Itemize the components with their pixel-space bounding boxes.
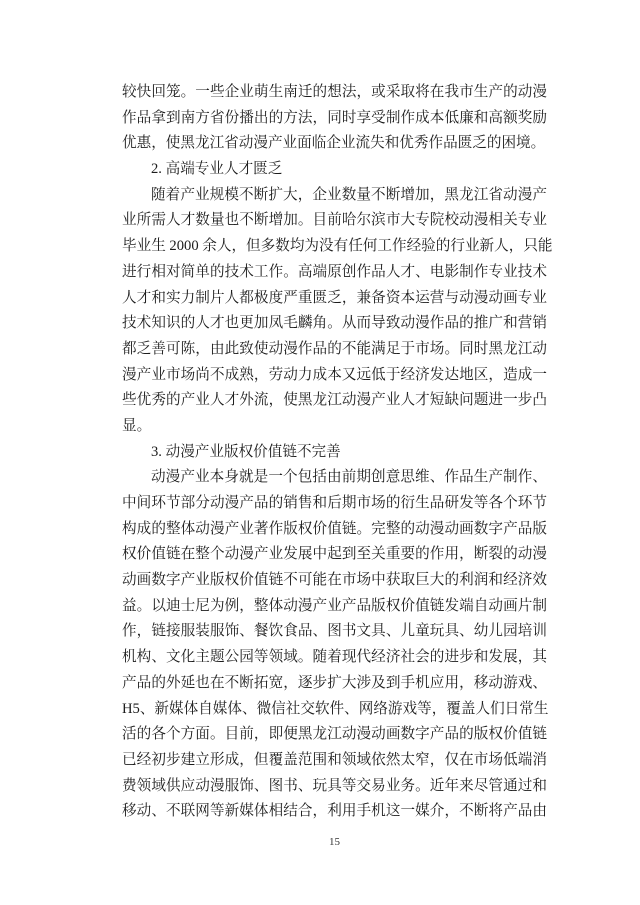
text-line: 显。 [122, 417, 152, 434]
text-line: 技术知识的人才也更加凤毛麟角。从而导致动漫作品的推广和营销 [122, 315, 547, 332]
text-line: 人才和实力制片人都极度严重匮乏，兼备资本运营与动漫动画专业 [122, 289, 547, 306]
text-line: 漫产业市场尚不成熟，劳动力成本又远低于经济发达地区，造成一 [122, 366, 547, 383]
text-line: 2. 高端专业人才匮乏 [151, 161, 283, 178]
text-block [122, 80, 553, 825]
text-line: 作，链接服装服饰、餐饮食品、图书文具、儿童玩具、幼儿园培训 [122, 623, 547, 640]
text-line: 动画数字产业版权价值链不可能在市场中获取巨大的利润和经济效 [122, 572, 547, 589]
text-line: 都乏善可陈，由此致使动漫作品的不能满足于市场。同时黑龙江动 [122, 340, 547, 357]
text-line: 中间环节部分动漫产品的销售和后期市场的衍生品研发等各个环节 [122, 495, 547, 511]
text-line: 业所需人才数量也不断增加。目前哈尔滨市大专院校动漫相关专业 [122, 212, 547, 229]
text-line: 作品拿到南方省份播出的方法，同时享受制作成本低廉和高额奖励 [122, 109, 547, 126]
text-line: 些优秀的产业人才外流，使黑龙江动漫产业人才短缺问题进一步凸 [122, 392, 547, 409]
text-line: 已经初步建立形成，但覆盖范围和领域依然太窄，仅在市场低端消 [122, 751, 547, 768]
text-line: 活的各个方面。目前，即便黑龙江动漫动画数字产品的版权价值链 [122, 726, 547, 743]
text-line: 优惠，使黑龙江省动漫产业面临企业流失和优秀作品匮乏的困境。 [122, 135, 546, 152]
text-line: 构成的整体动漫产业著作版权价值链。完整的动漫动画数字产品版 [122, 520, 547, 537]
text-line: 随着产业规模不断扩大，企业数量不断增加，黑龙江省动漫产 [151, 186, 547, 203]
text-line: 权价值链在整个动漫产业发展中起到至关重要的作用，断裂的动漫 [122, 546, 547, 563]
text-line: 机构、文化主题公园等领域。随着现代经济社会的进步和发展，其 [122, 649, 547, 666]
page-number: 15 [329, 836, 340, 848]
text-line: 进行相对简单的技术工作。高端原创作品人才、电影制作专业技术 [122, 263, 547, 280]
text-line: 3. 动漫产业版权价值链不完善 [151, 443, 341, 460]
text-line: 较快回笼。一些企业萌生南迁的想法，或采取将在我市生产的动漫 [122, 84, 547, 100]
text-line: 费领域供应动漫服饰、图书、玩具等交易业务。近年来尽管通过和 [122, 777, 547, 794]
text-line: 产品的外延也在不断拓宽，逐步扩大涉及到手机应用，移动游戏、 [122, 674, 547, 691]
text-line: 动漫产业本身就是一个包括由前期创意思维、作品生产制作、 [151, 469, 547, 486]
text-line: 移动、不联网等新媒体相结合，利用手机这一媒介，不断将产品由 [122, 803, 547, 820]
text-line: 毕业生 2000 余人，但多数均为没有任何工作经验的行业新人，只能 [122, 238, 553, 255]
text-line: H5、新媒体自媒体、微信社交软件、网络游戏等，覆盖人们日常生 [122, 700, 549, 717]
text-line: 益。以迪士尼为例，整体动漫产业产品版权价值链发端自动画片制 [122, 597, 547, 614]
